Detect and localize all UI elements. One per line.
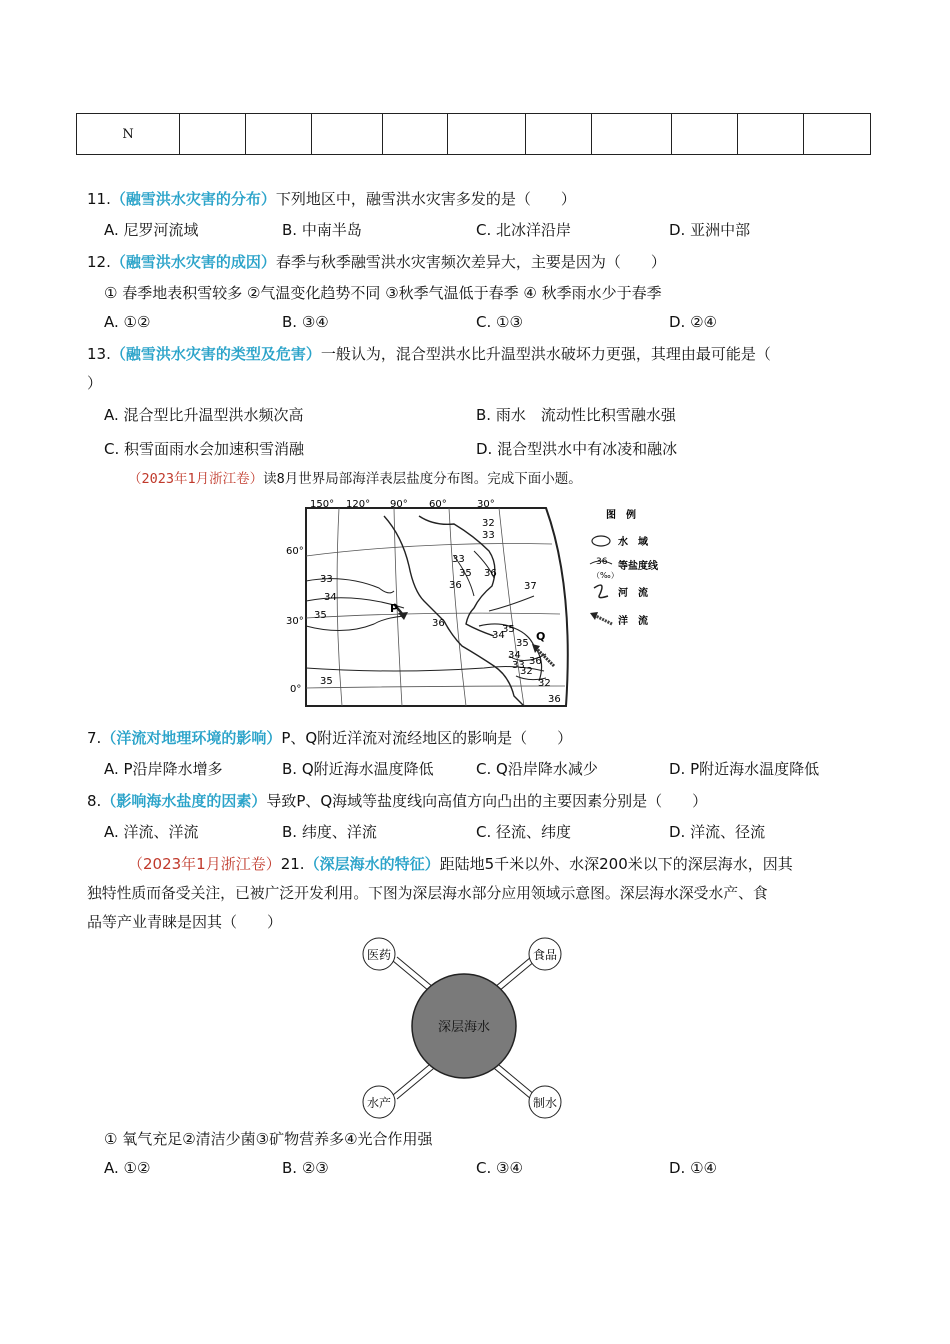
svg-text:36: 36	[529, 656, 542, 667]
question-tag: （影响海水盐度的因素）	[101, 792, 267, 810]
option-a: A. 混合型比升温型洪水频次高	[104, 406, 304, 424]
question-tag: （融雪洪水灾害的成因）	[110, 253, 276, 271]
svg-text:32: 32	[520, 666, 533, 677]
option-a: A. ①②	[104, 1159, 151, 1177]
legend-item: 水 域	[618, 537, 648, 548]
svg-text:36: 36	[484, 568, 497, 579]
statements: ① 春季地表积雪较多 ②气温变化趋势不同 ③秋季气温低于春季 ④ 秋季雨水少于春季	[104, 284, 662, 302]
map-legend	[590, 508, 659, 627]
question-text-cont: ）	[87, 374, 103, 392]
svg-text:34: 34	[324, 592, 337, 603]
legend-unit: （‰）	[592, 571, 619, 580]
question-11	[87, 188, 576, 210]
river-symbol	[594, 585, 608, 598]
table-cell	[312, 114, 383, 155]
source-tag: （2023年1月浙江卷）	[128, 471, 264, 487]
option-c: C. ①③	[476, 313, 523, 331]
node-label: 食品	[532, 948, 558, 962]
table-cell	[526, 114, 592, 155]
question-tag: （融雪洪水灾害的分布）	[110, 190, 276, 208]
option-a: A. 尼罗河流域	[104, 221, 199, 239]
question-8	[87, 790, 707, 812]
option-b: B. 雨水 流动性比积雪融水强	[476, 406, 676, 424]
table-cell	[804, 114, 871, 155]
option-d: D. P附近海水温度降低	[669, 760, 820, 778]
table-cell	[246, 114, 312, 155]
answer-table	[76, 113, 871, 155]
isohaline-labels	[314, 518, 561, 705]
svg-text:33: 33	[452, 554, 465, 565]
legend-item: 河 流	[618, 588, 648, 599]
question-text: P、Q附近洋流对流经地区的影响是（ ）	[281, 729, 573, 747]
legend-item: 等盐度线	[618, 561, 658, 572]
question-tag: （深层海水的特征）	[304, 855, 440, 873]
question-text: 下列地区中，融雪洪水灾害多发的是（ ）	[275, 190, 576, 208]
lon-label: 150°	[310, 499, 335, 510]
legend-title: 图 例	[606, 510, 636, 521]
question-number: 8.	[87, 792, 102, 810]
option-d: D. 洋流、径流	[669, 823, 766, 841]
current-symbol	[596, 616, 612, 624]
option-c: C. ③④	[476, 1159, 523, 1177]
svg-text:32: 32	[482, 518, 495, 529]
node-label: 医药	[366, 948, 392, 962]
option-d: D. ①④	[669, 1159, 717, 1177]
table-cell	[448, 114, 526, 155]
lon-label: 90°	[390, 499, 408, 510]
question-text: 春季与秋季融雪洪水灾害频次差异大，主要是因为（ ）	[275, 253, 666, 271]
question-number: 11.	[87, 190, 111, 208]
intro-text: 读8月世界局部海洋表层盐度分布图。完成下面小题。	[263, 471, 582, 487]
question-21	[128, 853, 793, 875]
lat-label: 60°	[286, 546, 304, 557]
table-cell	[672, 114, 738, 155]
option-b: B. Q附近海水温度降低	[282, 760, 434, 778]
svg-text:36: 36	[548, 694, 561, 705]
table-cell	[383, 114, 448, 155]
salinity-map	[284, 496, 668, 714]
option-d: D. 亚洲中部	[669, 221, 751, 239]
legend-item: 洋 流	[618, 616, 648, 627]
statements: ① 氧气充足②清洁少菌③矿物营养多④光合作用强	[104, 1130, 433, 1148]
svg-text:35: 35	[502, 624, 515, 635]
table-cell	[180, 114, 246, 155]
question-text: 一般认为，混合型洪水比升温型洪水破坏力更强，其理由最可能是（	[320, 345, 771, 363]
option-a: A. 洋流、洋流	[104, 823, 199, 841]
option-c: C. Q沿岸降水减少	[476, 760, 598, 778]
question-text: 距陆地5千米以外、水深200米以下的深层海水，因其	[439, 855, 793, 873]
option-b: B. ②③	[282, 1159, 329, 1177]
point-q: Q	[536, 630, 546, 643]
water-symbol	[592, 536, 610, 546]
svg-text:36: 36	[449, 580, 462, 591]
question-text-cont: 品等产业青睐是因其（ ）	[87, 913, 283, 931]
option-c: C. 积雪面雨水会加速积雪消融	[104, 440, 305, 458]
question-tag: （融雪洪水灾害的类型及危害）	[110, 345, 321, 363]
svg-text:33: 33	[482, 530, 495, 541]
svg-text:33: 33	[512, 660, 525, 671]
table-cell: N	[77, 114, 180, 155]
lon-label: 30°	[477, 499, 495, 510]
question-number: 21.	[280, 855, 305, 873]
table-cell	[592, 114, 672, 155]
question-number: 12.	[87, 253, 111, 271]
lat-label: 30°	[286, 616, 304, 627]
question-tag: （洋流对地理环境的影响）	[101, 729, 282, 747]
option-a: A. P沿岸降水增多	[104, 760, 223, 778]
svg-text:34: 34	[492, 630, 505, 641]
center-label: 深层海水	[437, 1020, 491, 1035]
option-b: B. ③④	[282, 313, 329, 331]
svg-text:35: 35	[459, 568, 472, 579]
question-number: 7.	[87, 729, 102, 747]
deep-water-diagram	[355, 935, 575, 1121]
lon-label: 60°	[429, 499, 447, 510]
source-tag: （2023年1月浙江卷）	[128, 855, 281, 873]
point-p: P	[390, 602, 399, 615]
question-12	[87, 251, 666, 273]
svg-text:37: 37	[524, 581, 537, 592]
question-7	[87, 727, 572, 749]
option-b: B. 纬度、洋流	[282, 823, 377, 841]
question-text-cont: 独特性质而备受关注，已被广泛开发利用。下图为深层海水部分应用领域示意图。深层海水深受水产、食	[87, 885, 768, 902]
lon-label: 120°	[346, 499, 371, 510]
option-c: C. 北冰洋沿岸	[476, 221, 572, 239]
svg-text:34: 34	[508, 650, 521, 661]
node-label: 制水	[532, 1096, 558, 1110]
passage-intro	[128, 468, 582, 490]
option-b: B. 中南半岛	[282, 221, 362, 239]
option-d: D. ②④	[669, 313, 717, 331]
svg-text:35: 35	[320, 676, 333, 687]
svg-text:32: 32	[538, 678, 551, 689]
question-number: 13.	[87, 345, 111, 363]
svg-text:35: 35	[516, 638, 529, 649]
lat-label: 0°	[290, 684, 302, 695]
option-d: D. 混合型洪水中有冰凌和融冰	[476, 440, 678, 458]
svg-text:36: 36	[432, 618, 445, 629]
node-label: 水产	[366, 1096, 392, 1110]
option-a: A. ①②	[104, 313, 151, 331]
question-13	[87, 343, 771, 365]
table-cell	[738, 114, 804, 155]
svg-text:33: 33	[320, 574, 333, 585]
svg-text:35: 35	[314, 610, 327, 621]
legend-value: 36	[596, 557, 608, 567]
question-text: 导致P、Q海域等盐度线向高值方向凸出的主要因素分别是（ ）	[266, 792, 708, 810]
option-c: C. 径流、纬度	[476, 823, 572, 841]
